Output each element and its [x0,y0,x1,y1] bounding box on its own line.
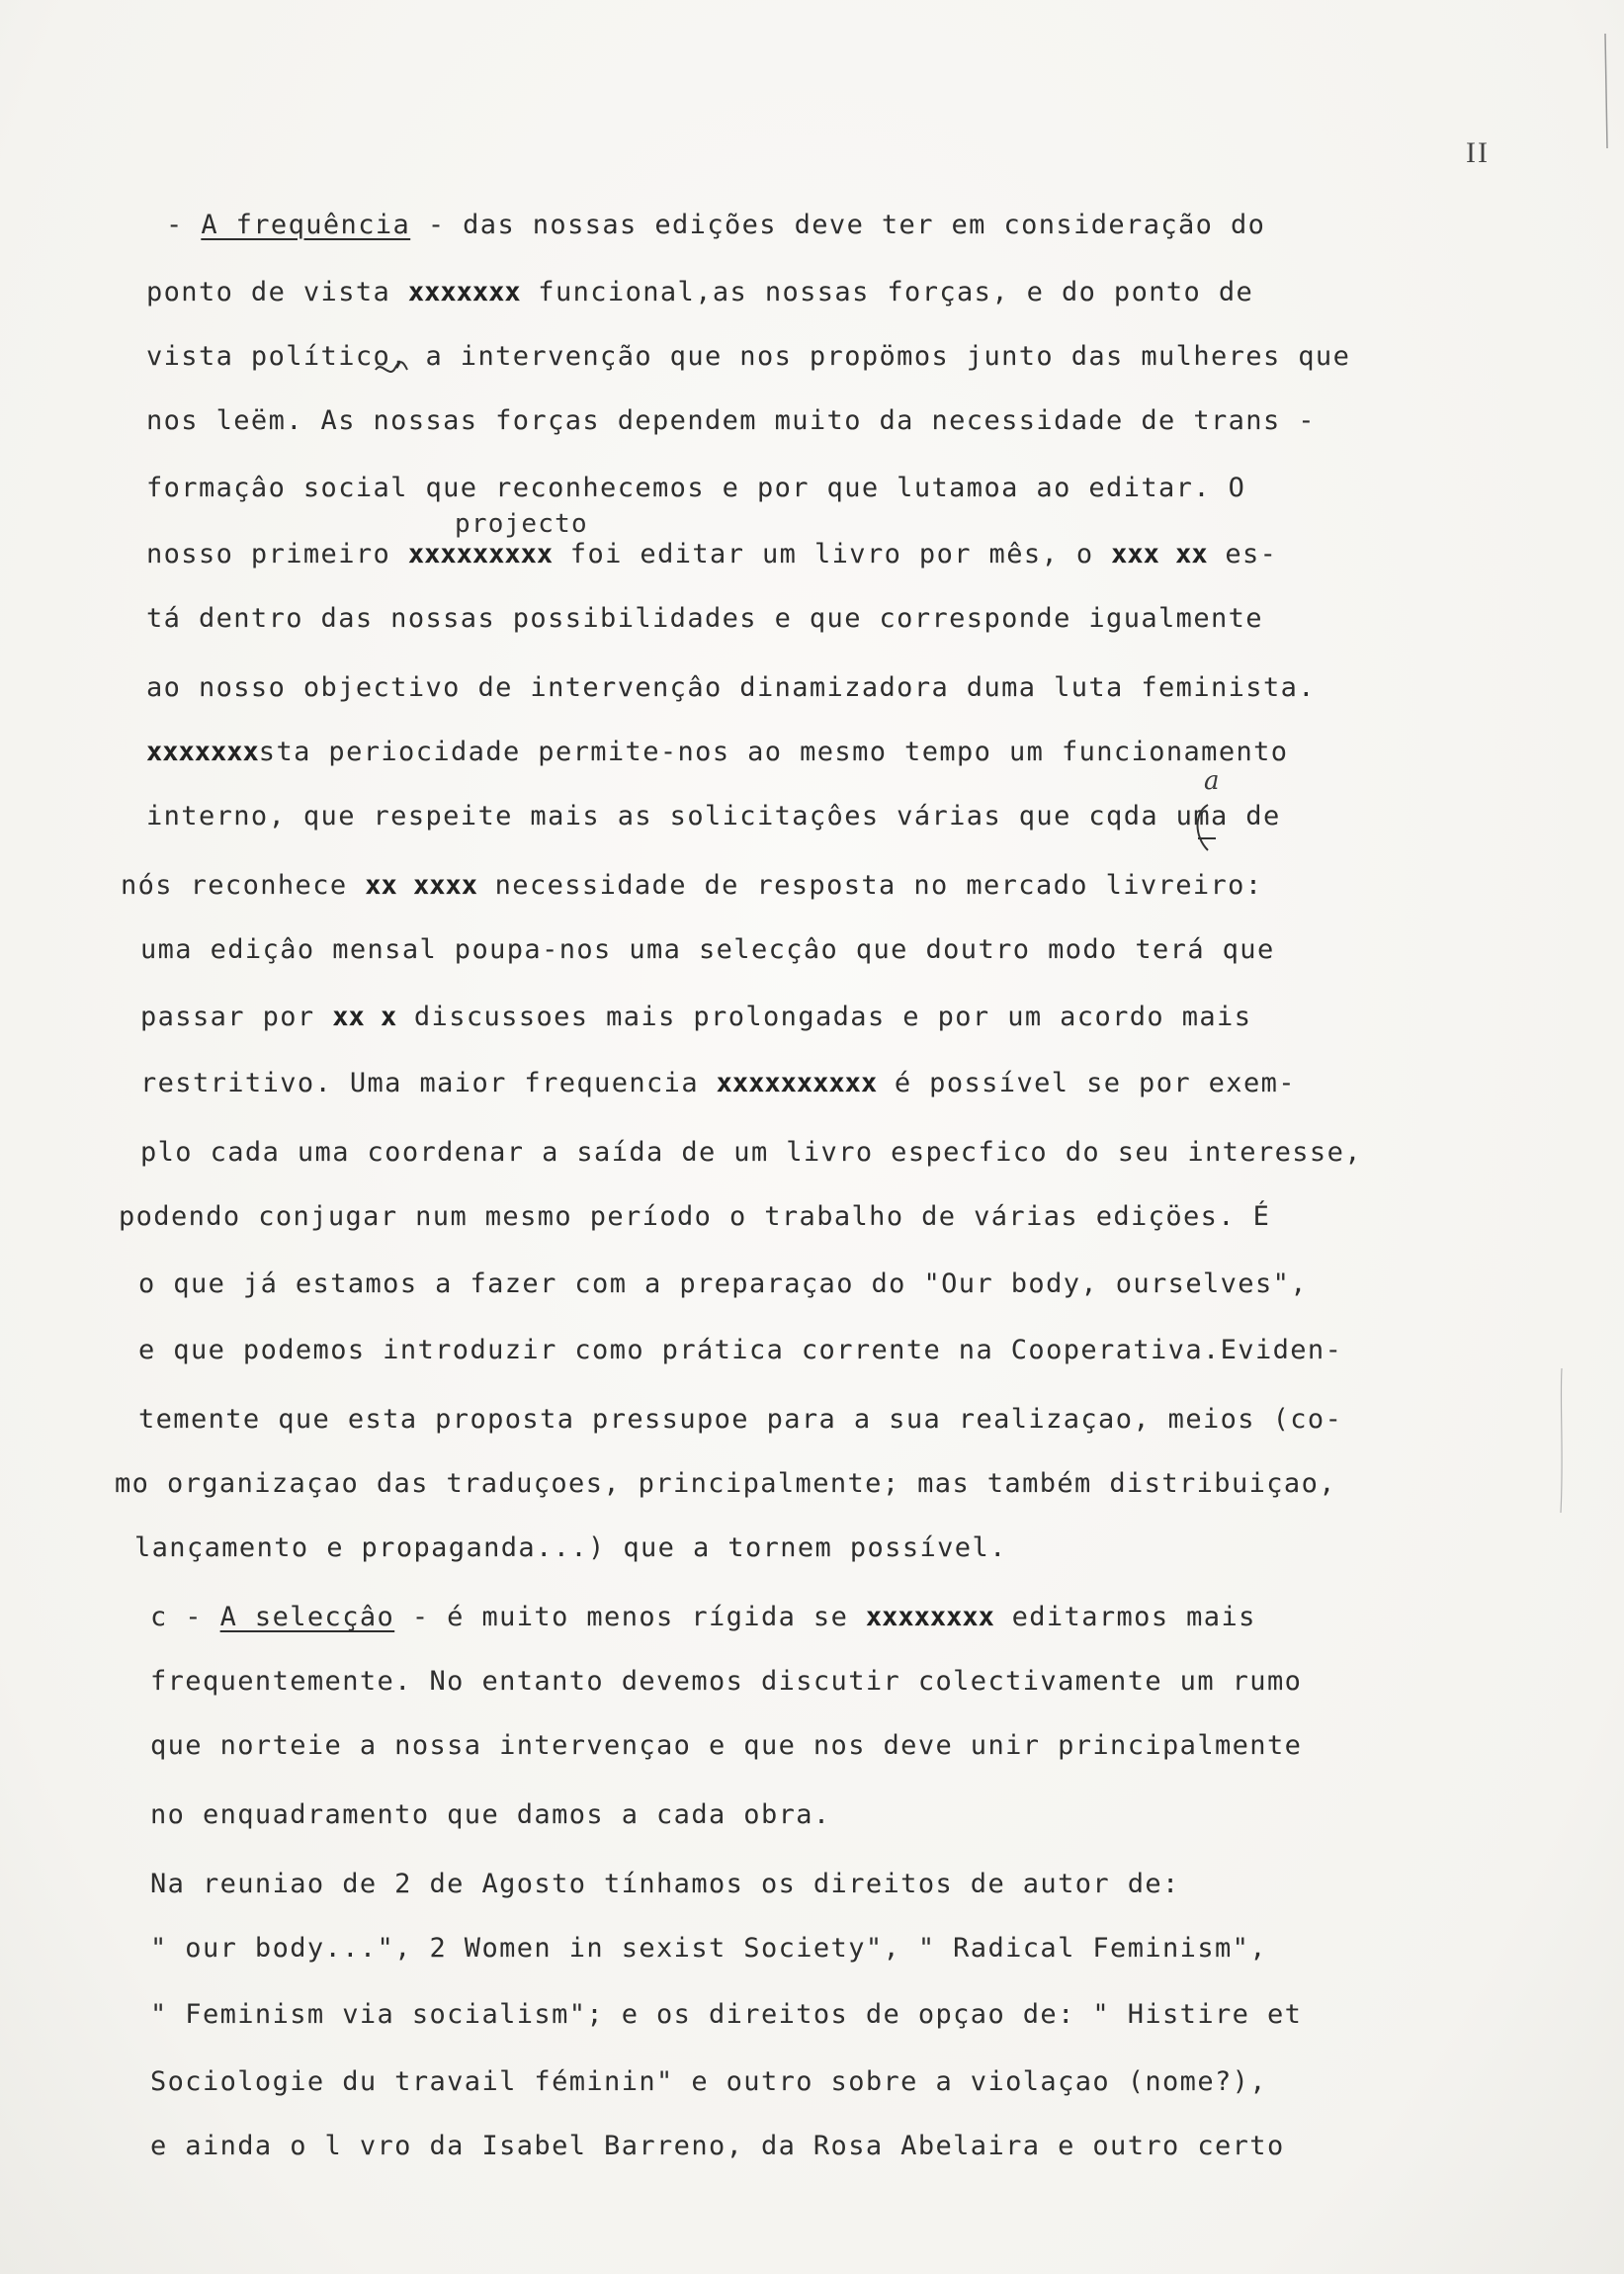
overtyped-word: projecto [455,509,588,539]
text-line [150,1730,1302,1761]
text-line [150,1666,1302,1697]
text-segment: - das nossas edições deve ter em consideração do [410,210,1266,240]
struck-out-text: xx xxxx [365,870,477,901]
text-line [150,1869,1180,1899]
text-segment: - é muito menos rígida se [394,1602,866,1632]
text-segment: c - [150,1602,220,1632]
text-segment: e ainda o l vro da Isabel Barreno, da Rosa Abelaira e outro certo [150,2131,1285,2161]
text-segment: restritivo. Uma maior frequencia [140,1068,717,1098]
text-segment: necessidade de resposta no mercado livreiro: [476,870,1263,901]
text-segment: sta periocidade permite-nos ao mesmo tempo um funcionamento [258,737,1289,767]
section-heading: A frequência [201,210,411,240]
text-segment: temente que esta proposta pressupoe para a sua realizaçao, meios (co- [138,1404,1343,1435]
text-line [115,1468,1336,1499]
text-segment: nosso primeiro [146,539,408,569]
struck-out-text: xxxxxxx [146,737,259,767]
text-line [150,2066,1267,2097]
text-line [150,1999,1302,2030]
text-segment: formaçâo social que reconhecemos e por que lutamoa ao editar. O [146,473,1246,503]
text-line [134,1532,1007,1563]
text-segment: foi editar um livro por mês, o [553,539,1112,569]
struck-out-text: xxxxxxxx [865,1602,994,1632]
text-line [150,1933,1267,1964]
text-segment: que norteie a nossa intervençao e que nos deve unir principalmente [150,1730,1303,1761]
text-segment: frequentemente. No entanto devemos discutir colectivamente um rumo [150,1666,1303,1697]
text-line [150,1602,1256,1632]
text-line [146,341,1350,372]
text-line [146,277,1253,307]
text-line [146,405,1316,436]
text-line [150,1799,831,1830]
struck-out-text: xxxxxxx [407,277,521,307]
text-line [146,737,1288,767]
text-segment: nos leëm. As nossas forças dependem muito da necessidade de trans - [146,405,1316,436]
text-line [138,1268,1308,1299]
text-line [140,1137,1362,1168]
text-segment: Na reuniao de 2 de Agosto tínhamos os direitos de autor de: [150,1869,1180,1899]
text-segment: é possível se por exem- [877,1068,1296,1098]
text-segment: - [166,210,202,240]
text-segment: " our body...", 2 Women in sexist Society", " Radical Feminism", [150,1933,1267,1964]
text-segment: e que podemos introduzir como prática corrente na Cooperativa.Eviden- [138,1335,1343,1365]
text-line [140,934,1275,965]
text-segment: no enquadramento que damos a cada obra. [150,1799,831,1830]
text-line [140,1068,1296,1098]
text-segment: ponto de vista [146,277,408,307]
section-heading: A selecçâo [219,1602,395,1632]
text-segment: editarmos mais [993,1602,1256,1632]
struck-out-text: xxxxxxxxx [407,539,554,569]
text-segment: tá dentro das nossas possibilidades e que corresponde igualmente [146,603,1263,634]
text-line [138,1404,1342,1435]
struck-out-text: xxx xx [1111,539,1208,569]
text-segment: Sociologie du travail féminin" e outro sobre a violaçao (nome?), [150,2066,1267,2097]
struck-out-text: xxxxxxxxxx [716,1068,878,1098]
handwritten-mark-arc [1186,799,1226,858]
text-segment: interno, que respeite mais as solicitaçôes várias que cqda uma de [146,801,1281,831]
text-line [146,801,1281,831]
text-line [146,672,1316,703]
margin-pencil-mark [1599,30,1619,158]
text-segment: uma ediçâo mensal poupa-nos uma selecçâo que doutro modo terá que [140,934,1275,965]
text-segment: lançamento e propaganda...) que a tornem possível. [134,1532,1007,1563]
text-line [119,1201,1270,1232]
text-segment: es- [1207,539,1278,569]
text-segment: discussoes mais prolongadas e por um acordo mais [396,1002,1252,1032]
text-line [138,1335,1342,1365]
text-line [166,210,1265,240]
text-line [121,870,1262,901]
handwritten-mark-squiggle [372,356,411,386]
text-segment: funcional,as nossas forças, e do ponto de [520,277,1254,307]
text-line [146,473,1245,503]
text-line [146,603,1263,634]
text-segment: " Feminism via socialism"; e os direitos de opçao de: " Histire et [150,1999,1303,2030]
page-number: II [1466,136,1490,169]
struck-out-text: xx x [332,1002,397,1032]
text-segment: podendo conjugar num mesmo período o trabalho de várias ediçöes. É [119,1201,1271,1232]
text-segment: mo organizaçao das traduçoes, principalmente; mas também distribuiçao, [115,1468,1336,1499]
text-segment: vista político, a intervenção que nos propömos junto das mulheres que [146,341,1351,372]
handwritten-correction: a [1204,766,1220,796]
text-segment: ao nosso objectivo de intervençâo dinamizadora duma luta feminista. [146,672,1316,703]
text-segment: nós reconhece [121,870,366,901]
right-edge-pencil-mark [1552,1364,1572,1523]
text-segment: passar por [140,1002,333,1032]
text-line [150,2131,1285,2161]
text-line [146,539,1277,569]
text-segment: o que já estamos a fazer com a preparaçao do "Our body, ourselves", [138,1268,1308,1299]
text-segment: plo cada uma coordenar a saída de um livro especfico do seu interesse, [140,1137,1362,1168]
text-line [140,1002,1251,1032]
